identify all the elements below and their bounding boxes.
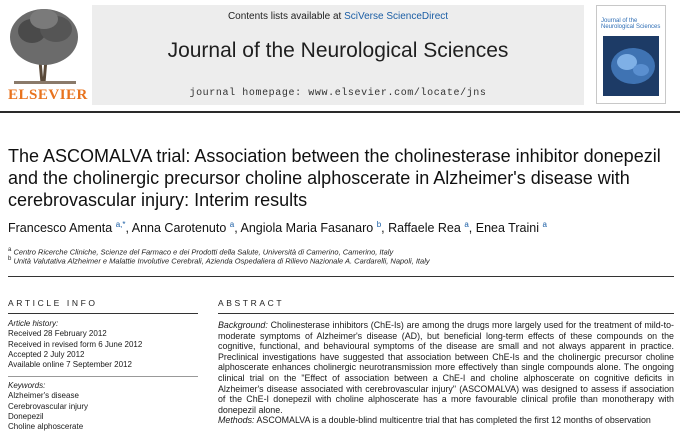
author-name[interactable]: Anna Carotenuto [131,221,227,236]
keyword-item: Choline alphoscerate [8,422,84,432]
publisher-name: ELSEVIER [8,87,88,103]
author-affiliation-sup[interactable]: a [229,220,235,229]
keyword-item: Donepezil [8,411,44,421]
abstract-heading: ABSTRACT [218,298,285,308]
brain-icon [603,36,659,96]
journal-cover [596,5,666,104]
keywords [8,381,208,432]
author-affiliation-sup[interactable]: a [542,220,547,229]
history-item: Accepted 2 July 2012 [8,349,85,359]
affiliation-b [8,256,674,266]
history-item: Received 28 February 2012 [8,329,107,339]
body-divider [8,276,674,277]
abstract-body [218,320,674,426]
author-affiliation-sup[interactable]: a [464,220,469,229]
article-history [8,319,208,370]
author-name[interactable]: Francesco Amenta [8,221,113,236]
journal-header [0,0,680,108]
background-text: Cholinesterase inhibitors (ChE-Is) are among the drugs more largely used for the treatment of mild-to-moderate symptoms of Alzheimer's disease (AD), but beneficial long-term effects of these compounds on the cognitive, functional, and behavioural symptoms of the disease are small and not always apparent in practice. Preclinical investigations have suggested that association between ChE-Is and the cholinergic precursor choline alphoscerate enhances cholinergic neurotransmission more effectively than single compounds alone. The ongoing clinical trial on the "Effect of association between a ChE-I and choline alphoscerate on cognitive deficits in Alzheimer's disease associated with cerebrovascular injury" (ASCOMALVA) was designed to assess if association of the ChE-I donepezil with choline alphoscerate has a more favourable clinical profile than monotherapy with donepezil alone. [218,320,674,415]
history-label: Article history: [8,319,59,328]
journal-homepage[interactable]: journal homepage: www.elsevier.com/locate/jns [189,88,487,99]
keyword-item: Alzheimer's disease [8,391,79,401]
author-affiliation-sup[interactable]: a,* [115,220,126,229]
contents-line [92,11,584,22]
history-item: Available online 7 September 2012 [8,360,132,370]
keywords-label: Keywords: [8,381,46,390]
abstract-rule [218,313,674,314]
author-list: Francesco Amenta $^{a,*}$, Anna Carotenuto $^a$, Angiola Maria Fasanaro $^b$, Raffaele Rea $^a$, Enea Traini $^a$ [8,220,547,236]
affiliation-text: Unità Valutativa Alzheimer e Malattie Involutive Cerebrali, Azienda Ospedaliera di Rilievo Nazionale A. Cardarelli, Napoli, Italy [13,256,430,266]
author-name[interactable]: Raffaele Rea [388,221,461,236]
keywords-divider [8,376,198,377]
author-name[interactable]: Enea Traini [475,221,539,236]
background-label: Background: [218,320,268,330]
affiliation-text: Centro Ricerche Cliniche, Scienze del Farmaco e dei Prodotti della Salute, Università di Camerino, Camerino, Italy [13,247,394,257]
sciverse-link[interactable]: SciVerse ScienceDirect [344,11,449,22]
methods-text: ASCOMALVA is a double-blind multicentre trial that has completed the first 12 months of observation [256,415,651,426]
article-title: The ASCOMALVA trial: Association between the cholinesterase inhibitor donepezil and the cholinergic precursor choline alphoscerate in Alzheimer's disease with cerebrovascular injury: Interim results [8,146,661,210]
keyword-item: Cerebrovascular injury [8,401,89,411]
methods-label: Methods: [218,415,255,426]
cover-title: Journal of the Neurological Sciences [601,18,661,30]
header-divider [0,111,680,113]
article-info-heading: ARTICLE INFO [8,298,98,308]
contents-prefix: Contents lists available at [227,11,345,22]
affiliation-sup: a [8,247,12,253]
masthead [92,5,584,105]
affiliation-sup: b [8,256,12,262]
article-info-rule [8,313,198,314]
author-affiliation-sup[interactable]: b [376,220,382,229]
journal-title: Journal of the Neurological Sciences [167,39,509,62]
history-item: Received in revised form 6 June 2012 [8,339,143,349]
author-name[interactable]: Angiola Maria Fasanaro [240,221,374,236]
